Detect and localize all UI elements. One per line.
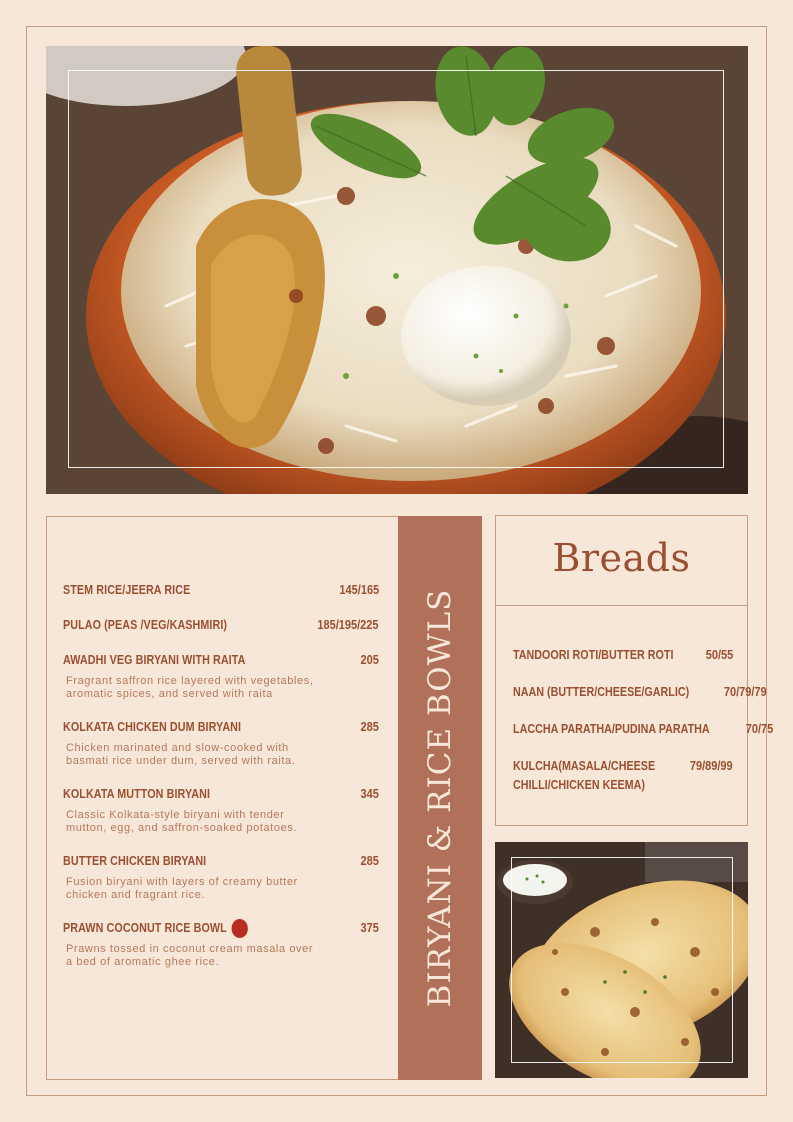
item-name: STEM RICE/JEERA RICE [63, 583, 191, 597]
item-name: PULAO (PEAS /VEG/KASHMIRI) [63, 618, 228, 632]
bread-price: 50/55 [705, 648, 733, 662]
item-price: 285 [360, 854, 379, 868]
menu-item [63, 852, 379, 901]
biryani-photo [46, 46, 748, 494]
bread-name: TANDOORI ROTI/BUTTER ROTI [513, 648, 674, 662]
item-price: 205 [360, 653, 379, 667]
item-name: KOLKATA CHICKEN DUM BIRYANI [63, 720, 242, 734]
bread-name: KULCHA(MASALA/CHEESE CHILLI/CHICKEN KEEMA) [513, 759, 656, 792]
item-description: Chicken marinated and slow-cooked with basmati rice under dum, served with raita. [66, 742, 296, 767]
menu-item [63, 616, 379, 634]
section-title: BIRYANI & RICE BOWLS [422, 588, 458, 1008]
item-description: Fragrant saffron rice layered with vegetables, aromatic spices, and served with raita [66, 675, 314, 700]
item-name: AWADHI VEG BIRYANI WITH RAITA [63, 653, 246, 667]
breads-header [495, 515, 748, 606]
menu-item [63, 718, 379, 767]
item-price: 345 [360, 787, 379, 801]
item-price: 145/165 [339, 583, 379, 597]
breads-list [513, 646, 773, 813]
item-price: 285 [360, 720, 379, 734]
biryani-menu-list [63, 581, 379, 982]
item-description: Fusion biryani with layers of creamy butter chicken and fragrant rice. [66, 876, 298, 901]
bread-name: NAAN (BUTTER/CHEESE/GARLIC) [513, 685, 690, 699]
menu-item [63, 919, 379, 968]
item-name: KOLKATA MUTTON BIRYANI [63, 787, 211, 801]
bread-price: 70/75 [745, 722, 773, 736]
item-name [63, 919, 248, 938]
item-price: 185/195/225 [317, 618, 379, 632]
bread-price: 70/79/79 [723, 685, 767, 699]
item-price: 375 [360, 921, 379, 935]
bread-item [513, 720, 773, 739]
chef-special-badge-icon [232, 919, 248, 938]
item-name-text: PRAWN COCONUT RICE BOWL [63, 921, 227, 935]
item-description: Prawns tossed in coconut cream masala over a bed of aromatic ghee rice. [66, 943, 314, 968]
naan-photo-frame [511, 857, 733, 1063]
bread-item [513, 683, 767, 702]
menu-item [63, 651, 379, 700]
bread-item [513, 646, 733, 665]
menu-item [63, 581, 379, 599]
bread-item [513, 757, 733, 795]
menu-item [63, 785, 379, 834]
item-name: BUTTER CHICKEN BIRYANI [63, 854, 207, 868]
bread-name: LACCHA PARATHA/PUDINA PARATHA [513, 722, 710, 736]
breads-title: Breads [552, 536, 691, 580]
breads-list-panel [495, 606, 773, 826]
bread-price: 79/89/99 [690, 759, 733, 773]
item-description: Classic Kolkata-style biryani with tender mutton, egg, and saffron-soaked potatoes. [66, 809, 298, 834]
